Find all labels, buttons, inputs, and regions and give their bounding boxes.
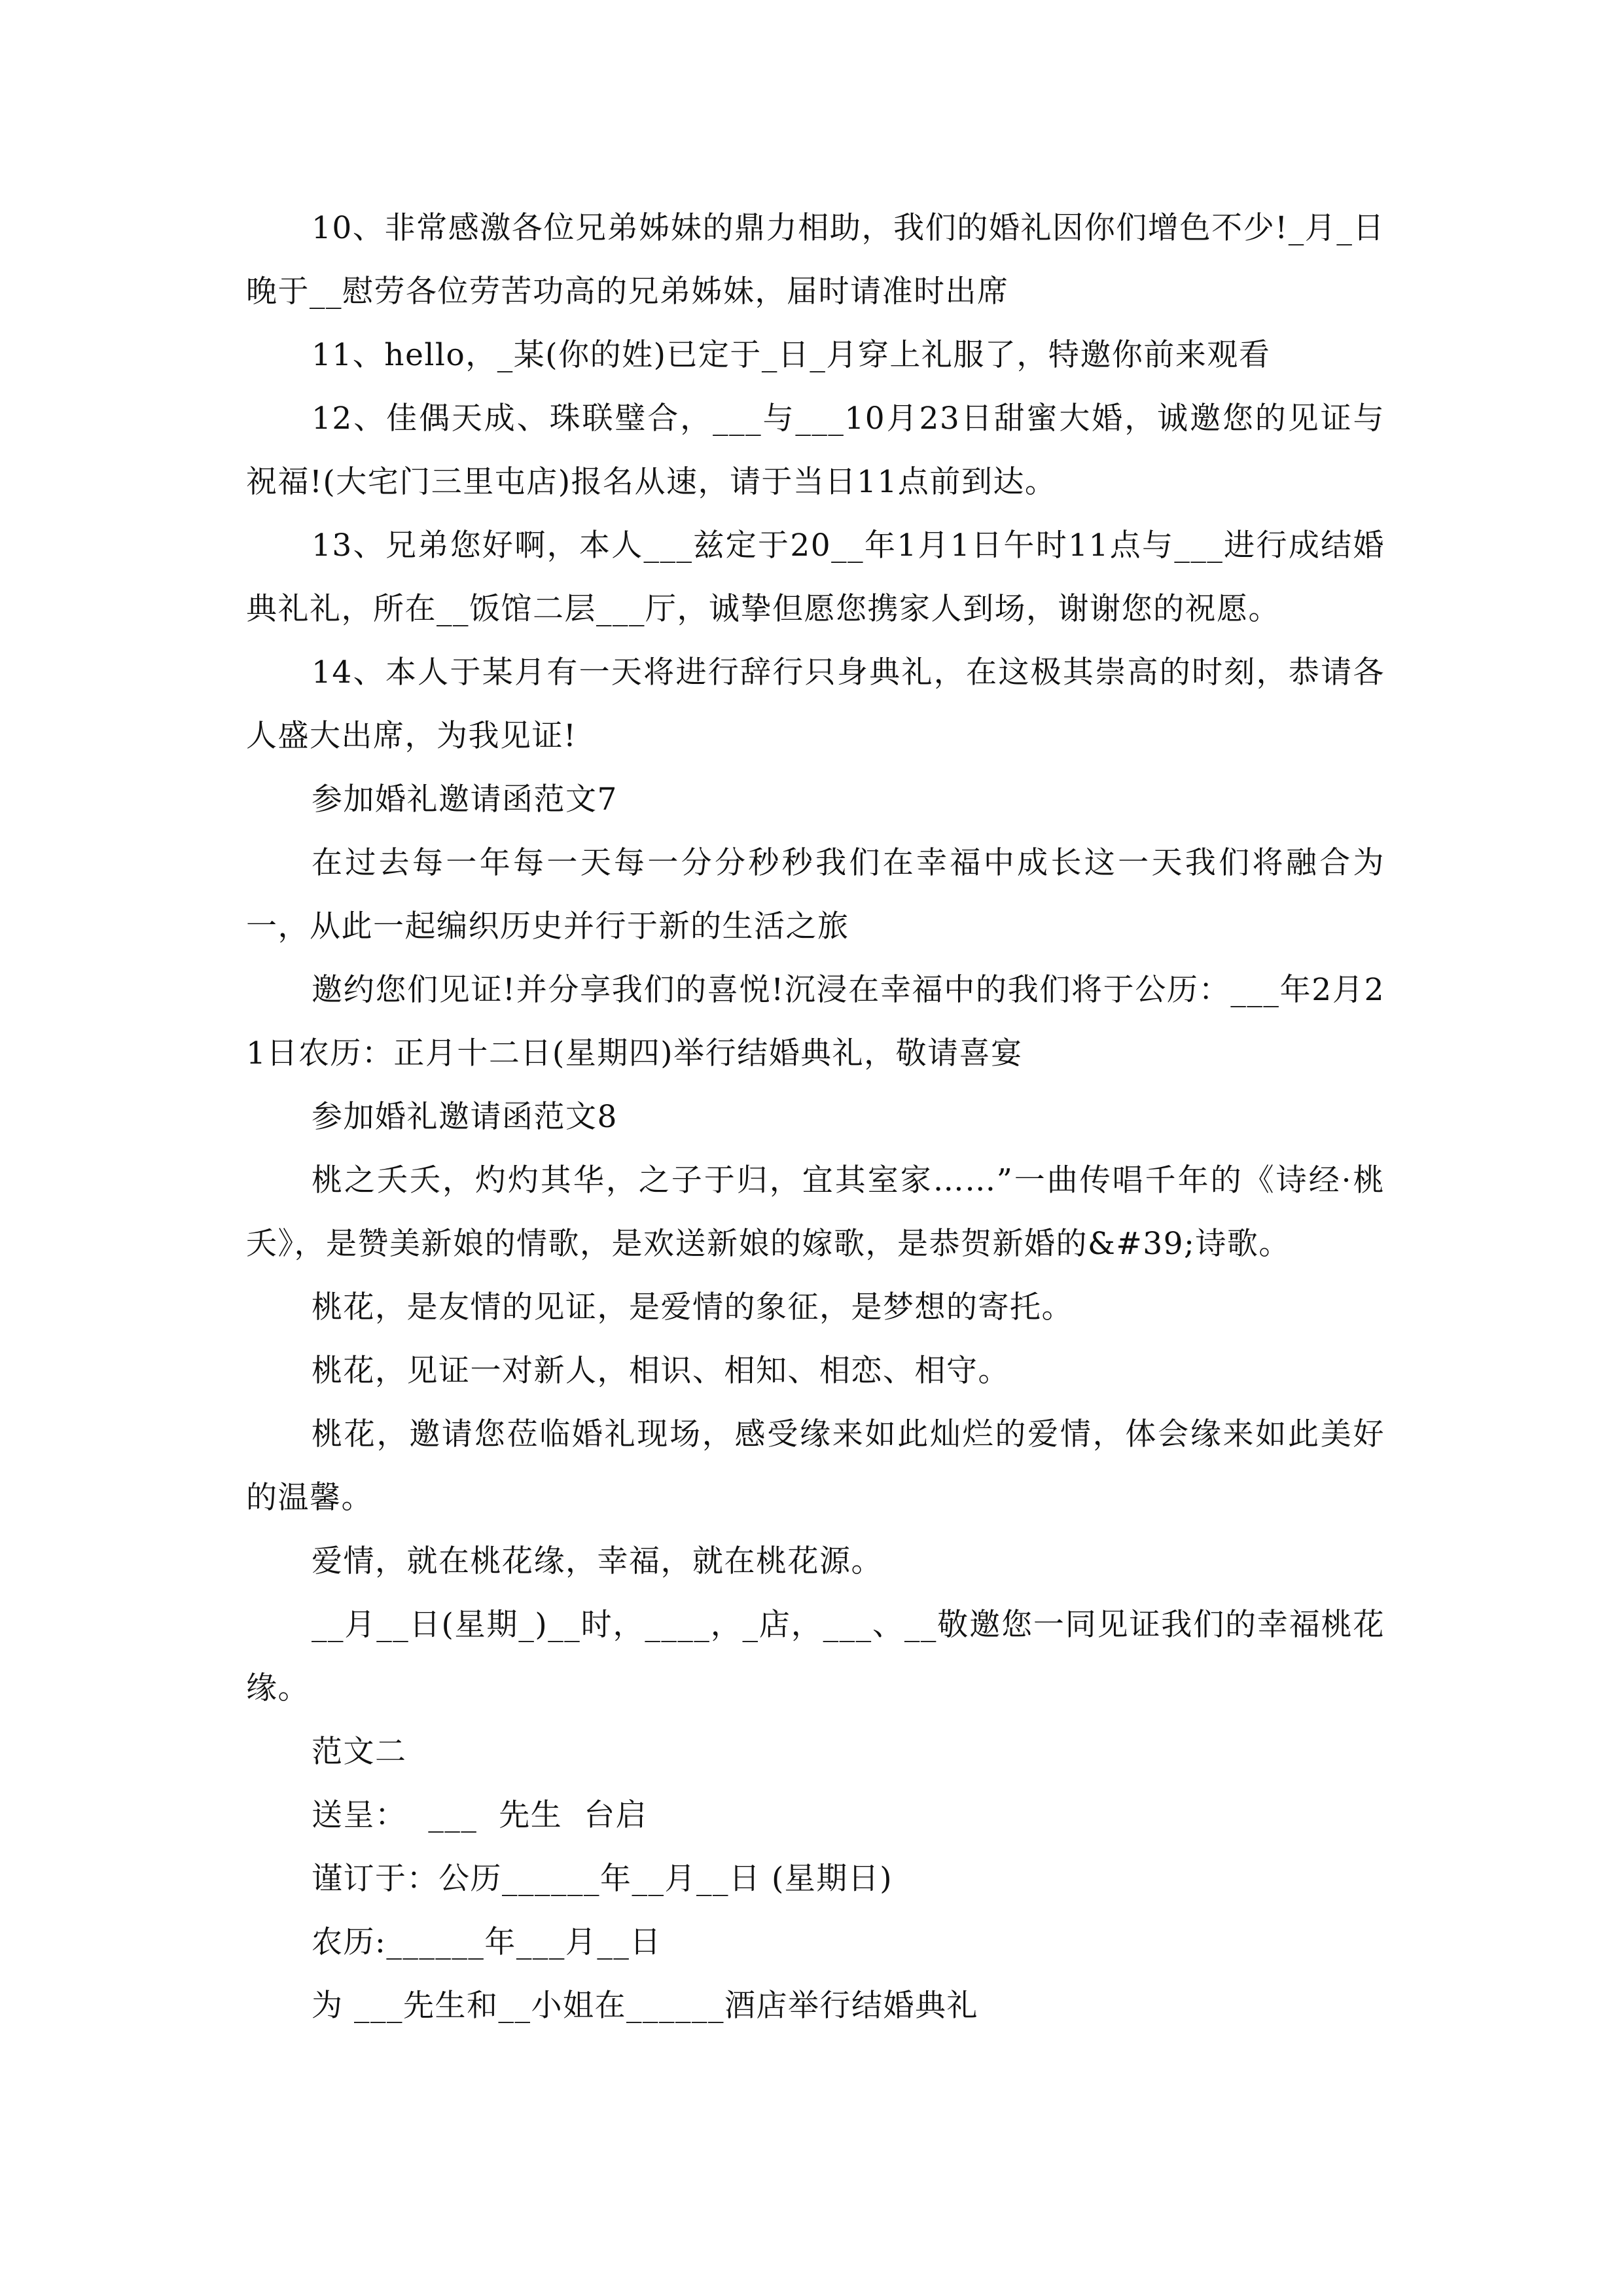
- paragraph-sample8-love: 爱情，就在桃花缘，幸福，就在桃花源。: [312, 1543, 883, 1579]
- paragraph-item-12: 12、佳偶天成、珠联璧合，___与___10月23日甜蜜大婚，诚邀您的见证与祝福!(大宅门三里屯店)报名从速，请于当日11点前到达。: [246, 401, 1385, 500]
- paragraph-sample8-peach-3: 桃花，邀请您莅临婚礼现场，感受缘来如此灿烂的爱情，体会缘来如此美好的温馨。: [246, 1416, 1385, 1516]
- paragraph-sample2-ceremony: 为 ___先生和__小姐在______酒店举行结婚典礼: [312, 1988, 978, 2024]
- paragraph-item-14: 14、本人于某月有一天将进行辞行只身典礼，在这极其崇高的时刻，恭请各人盛大出席，为我见证!: [246, 655, 1385, 754]
- section-heading-sample-7: 参加婚礼邀请函范文7: [312, 781, 618, 817]
- paragraph-item-13: 13、兄弟您好啊，本人___兹定于20__年1月1日午时11点与___进行成结婚典礼礼，所在__饭馆二层___厅，诚挚但愿您携家人到场，谢谢您的祝愿。: [246, 528, 1385, 627]
- paragraph-item-11: 11、hello，_某(你的姓)已定于_日_月穿上礼服了，特邀你前来观看: [312, 337, 1271, 373]
- paragraph-item-10: 10、非常感激各位兄弟姊妹的鼎力相助，我们的婚礼因你们增色不少!_月_日晚于__慰劳各位劳苦功高的兄弟姊妹，届时请准时出席: [246, 210, 1385, 310]
- paragraph-sample7-intro: 在过去每一年每一天每一分分秒秒我们在幸福中成长这一天我们将融合为一，从此一起编织历史并行于新的生活之旅: [246, 845, 1385, 944]
- paragraph-sample2-recipient: 送呈： ___ 先生 台启: [312, 1797, 648, 1833]
- section-heading-sample-8: 参加婚礼邀请函范文8: [312, 1099, 618, 1135]
- paragraph-sample8-peach-1: 桃花，是友情的见证，是爱情的象征，是梦想的寄托。: [312, 1289, 1073, 1325]
- paragraph-sample8-peach-2: 桃花，见证一对新人，相识、相知、相恋、相守。: [312, 1353, 1010, 1389]
- document-page: [246, 196, 1385, 2037]
- section-heading-sample-2: 范文二: [312, 1734, 407, 1770]
- paragraph-sample8-poem: 桃之夭夭，灼灼其华，之子于归，宜其室家……”一曲传唱千年的《诗经·桃夭》，是赞美新娘的情歌，是欢送新娘的嫁歌，是恭贺新婚的&#39;诗歌。: [246, 1162, 1385, 1262]
- paragraph-sample2-solar-date: 谨订于：公历______年__月__日 (星期日): [312, 1861, 893, 1897]
- paragraph-sample2-lunar-date: 农历:______年___月__日: [312, 1924, 662, 1960]
- paragraph-sample7-invite: 邀约您们见证!并分享我们的喜悦!沉浸在幸福中的我们将于公历：___年2月21日农历：正月十二日(星期四)举行结婚典礼，敬请喜宴: [246, 972, 1385, 1071]
- paragraph-sample8-date: __月__日(星期_)__时，____，_店，___、__敬邀您一同见证我们的幸福桃花缘。: [246, 1607, 1385, 1706]
